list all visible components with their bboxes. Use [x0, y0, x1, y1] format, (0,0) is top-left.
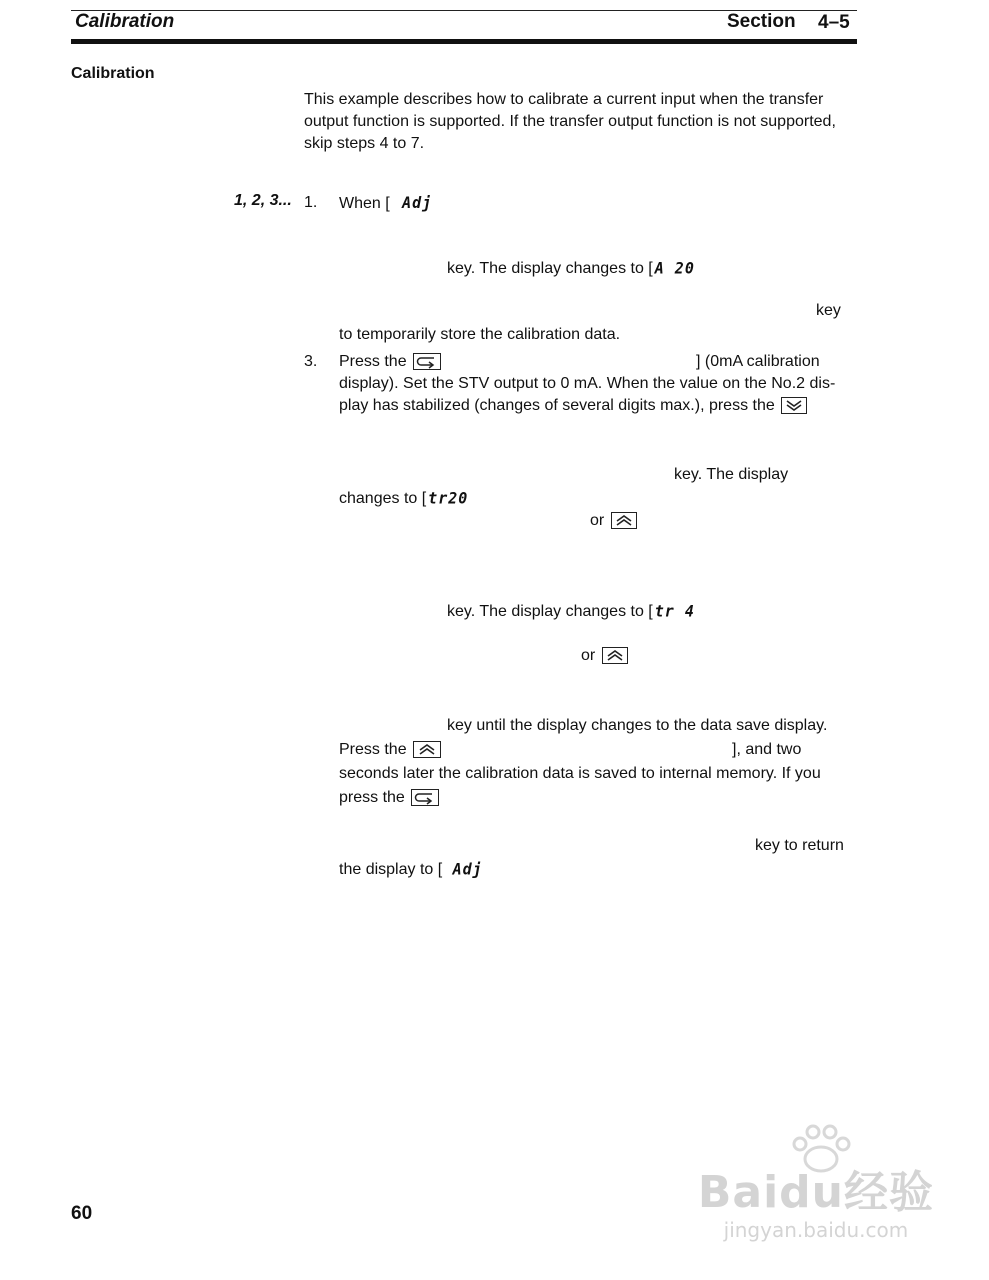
- step-4-changes-line: [339, 487, 468, 510]
- seg-display-tr20: tr20: [428, 488, 469, 508]
- step-3-press: Press the: [339, 353, 407, 370]
- step-6-press-line: [339, 739, 441, 761]
- seg-display-tr4: tr 4: [654, 601, 695, 621]
- step-5-line: [447, 600, 695, 623]
- page-number: 60: [71, 1203, 93, 1224]
- step-2-key-word: key: [816, 302, 841, 319]
- header-section-number: 4–5: [818, 12, 850, 33]
- seg-display-adj: Adj: [402, 193, 433, 213]
- step-1-line: [339, 192, 432, 215]
- step-2-store-line: to temporarily store the calibration data.: [339, 326, 621, 343]
- step-4-or: or: [590, 512, 605, 529]
- seg-display-a20: A 20: [654, 258, 695, 278]
- step-1-number: 1.: [304, 194, 318, 211]
- step-3-number: 3.: [304, 353, 318, 370]
- step-5-text: key. The display changes to [: [447, 603, 653, 620]
- step-3-display-line: display). Set the STV output to 0 mA. When the value on the No.2 dis-: [339, 375, 836, 392]
- step-3-line: [339, 351, 441, 373]
- mode-key-icon: [413, 353, 441, 370]
- step-5-or: or: [581, 647, 596, 664]
- step-1-text: When [: [339, 195, 390, 212]
- step-4-changes-text: changes to [: [339, 490, 427, 507]
- step-7-display-line: [339, 858, 483, 881]
- side-heading: Calibration: [71, 65, 155, 82]
- baidu-watermark: [698, 1156, 934, 1242]
- watermark-sub: jingyan.baidu.com: [723, 1218, 909, 1242]
- intro-paragraph: This example describes how to calibrate a current input when the transfer output function is supported. If the transfer output function is not supported, skip steps 4 to 7.: [304, 91, 836, 152]
- down-key-icon: [781, 397, 807, 414]
- step-4-or-line: [590, 510, 637, 532]
- mode-key-icon-2: [411, 789, 439, 806]
- step-2-line: [447, 257, 695, 280]
- step-6-press-mode-line: [339, 787, 439, 809]
- step-6-press: Press the: [339, 741, 407, 758]
- up-key-icon-2: [602, 647, 628, 664]
- header-title: Calibration: [75, 11, 175, 32]
- step-2-text: key. The display changes to [: [447, 260, 653, 277]
- step-6-line: key until the display changes to the data save display.: [447, 717, 828, 734]
- step-6-press-lower: press the: [339, 789, 405, 806]
- up-key-icon-3: [413, 741, 441, 758]
- header-section-label: Section: [727, 11, 796, 32]
- step-7-display-text: the display to [: [339, 861, 443, 878]
- step-6-seconds-line: seconds later the calibration data is saved to internal memory. If you: [339, 765, 821, 782]
- steps-label: 1, 2, 3...: [234, 192, 292, 209]
- step-7-return-line: key to return: [755, 837, 844, 854]
- paw-logo-icon: [786, 1124, 856, 1174]
- step-4-key-line: key. The display: [674, 466, 789, 483]
- step-3-stabilized-text: play has stabilized (changes of several digits max.), press the: [339, 397, 775, 414]
- up-key-icon: [611, 512, 637, 529]
- header-bottom-rule: [71, 39, 857, 44]
- step-3-press-line: [339, 395, 807, 417]
- step-6-and-two: ], and two: [732, 741, 802, 758]
- step-5-or-line: [581, 645, 628, 667]
- seg-display-adj-2: Adj: [452, 859, 483, 879]
- watermark-main: Baidu经验: [697, 1167, 934, 1218]
- step-3-calibration-text: ] (0mA calibration: [696, 353, 820, 370]
